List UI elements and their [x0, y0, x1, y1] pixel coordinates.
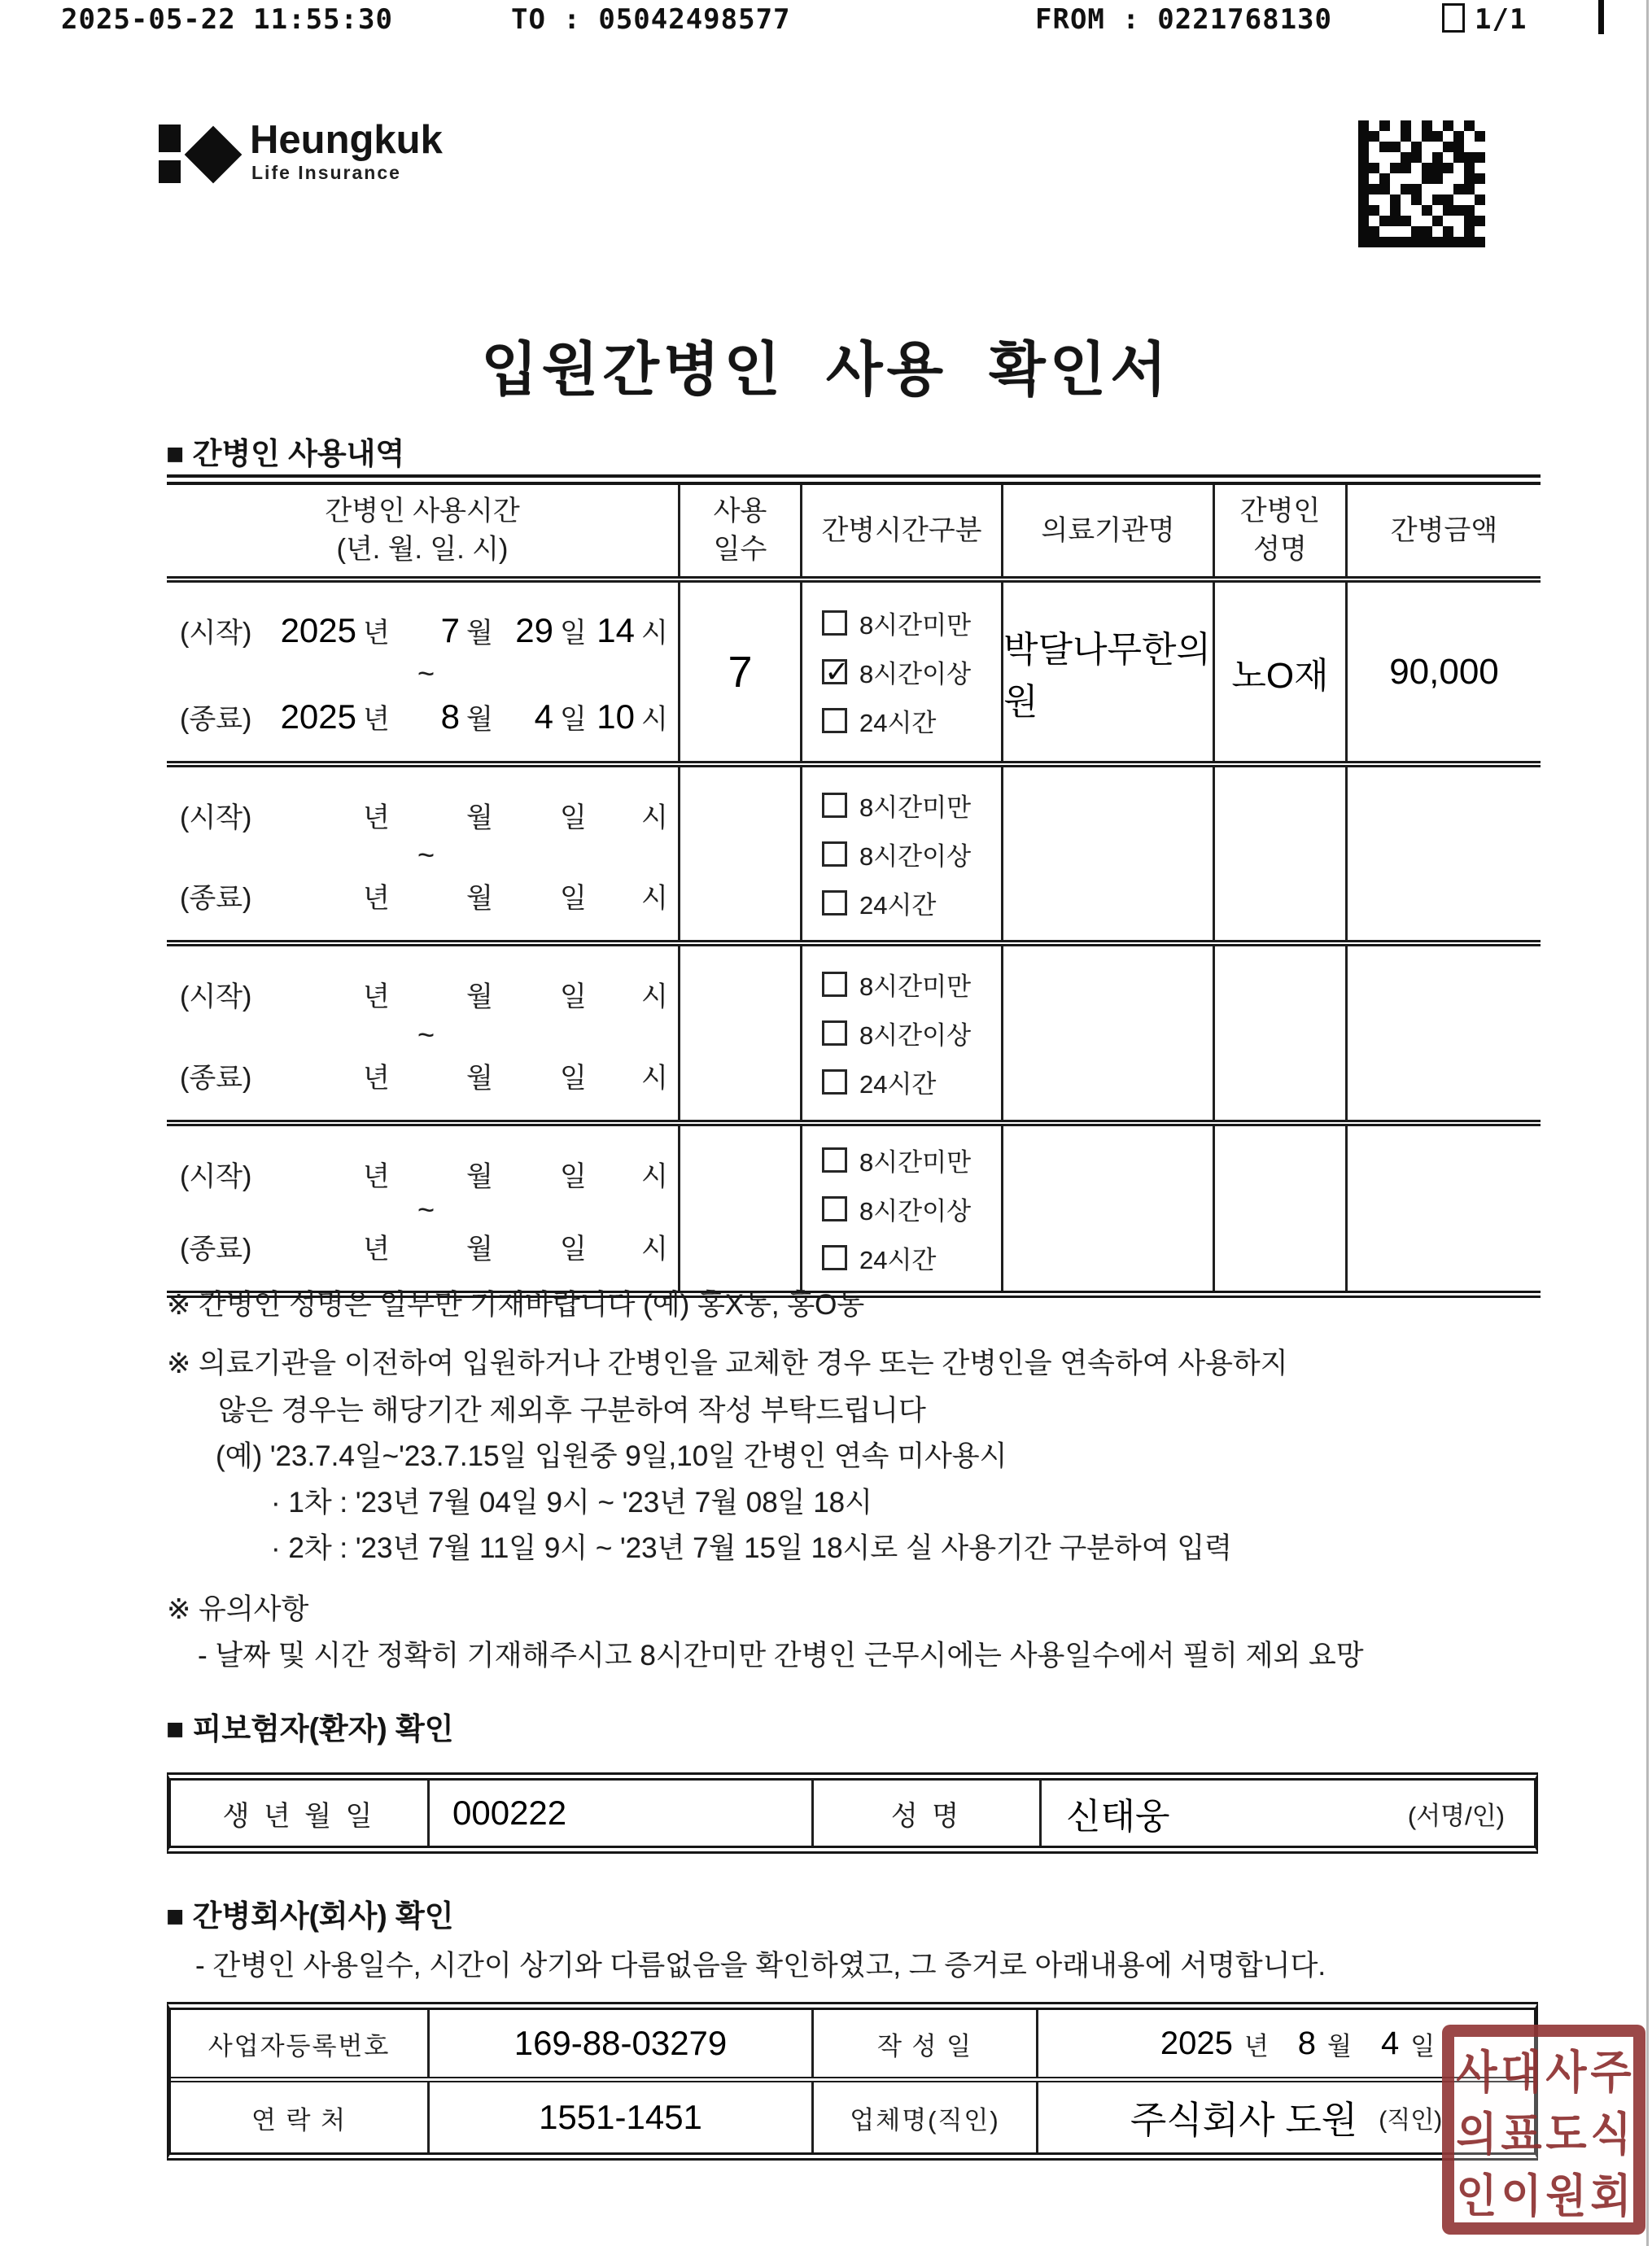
- note-line: - 날짜 및 시간 정확히 기재해주시고 8시간미만 간병인 근무시에는 사용일수에서 필히 제외 요망: [198, 1640, 1364, 1671]
- tilde-separator: ~: [417, 656, 435, 690]
- contact-label: 연 락 처: [171, 2082, 430, 2152]
- checkbox-over-8h: [822, 1196, 847, 1221]
- logo-subtitle: Life Insurance: [251, 162, 401, 183]
- logo-square-icon: [159, 160, 181, 183]
- usage-period-cell: (시작) 년 월 일 시 ~ (종료) 년 월 일 시: [167, 767, 680, 940]
- usage-period-cell: (시작) 년 월 일 시 ~ (종료) 년 월 일 시: [167, 946, 680, 1120]
- note-line: · 1차 : '23년 7월 04일 9시 ~ '23년 7월 08일 18시: [271, 1487, 872, 1518]
- fax-from-number: FROM : 0221768130: [1035, 3, 1332, 36]
- caregiver-name-value: [1215, 1126, 1348, 1291]
- caregiver-name-value: 노O재: [1215, 583, 1348, 761]
- usage-row-4: [167, 1126, 1541, 1291]
- care-amount-value: [1348, 1126, 1541, 1291]
- col-header-days: 사용 일수: [680, 485, 802, 576]
- checkbox-under-8h: [822, 610, 847, 636]
- caregiver-name-value: [1215, 767, 1348, 940]
- patient-confirm-table: [167, 1772, 1538, 1854]
- hospital-name-value: 박달나무한의원: [1003, 583, 1215, 761]
- red-seal-stamp: 사 대 사 주 의 표 도 식 인 이 원 회: [1442, 2025, 1645, 2235]
- caregiver-name-value: [1215, 946, 1348, 1120]
- checkbox-over-8h: [822, 841, 847, 867]
- time-division-checkboxes: 8시간미만 8시간이상 24시간: [802, 946, 1003, 1120]
- fax-to-number: TO : 05042498577: [511, 3, 791, 36]
- tilde-separator: ~: [417, 1017, 435, 1051]
- note-line: ※ 유의사항: [167, 1593, 309, 1625]
- usage-days-value: [680, 767, 802, 940]
- usage-days-value: 7: [680, 583, 802, 761]
- fax-datetime: 2025-05-22 11:55:30: [61, 3, 393, 36]
- company-name-value: 주식회사 도원: [1130, 2099, 1358, 2141]
- col-header-caregiver-name: 간병인 성명: [1215, 485, 1348, 576]
- usage-row-2: [167, 767, 1541, 946]
- birth-date-value: 000222: [430, 1781, 814, 1846]
- checkbox-under-8h: [822, 1147, 847, 1173]
- datamatrix-barcode: [1358, 120, 1485, 247]
- business-number-label: 사업자등록번호: [171, 2010, 430, 2077]
- usage-table-header-row: [167, 485, 1541, 583]
- time-division-checkboxes: 8시간미만 8시간이상 24시간: [802, 1126, 1003, 1291]
- col-header-amount: 간병금액: [1390, 514, 1498, 546]
- logo-square-icon: [159, 125, 181, 152]
- section-usage-heading: ■ 간병인 사용내역: [166, 437, 405, 470]
- tilde-separator: ~: [417, 838, 435, 872]
- note-line: · 2차 : '23년 7월 11일 9시 ~ '23년 7월 15일 18시로 실 사용기간 구분하여 입력: [271, 1532, 1232, 1564]
- birth-date-label: 생 년 월 일: [171, 1781, 430, 1846]
- note-line: 않은 경우는 해당기간 제외후 구분하여 작성 부탁드립니다: [218, 1395, 926, 1427]
- note-line: ※ 간병인 성명은 일부만 기재바랍니다 (예) 홍X동, 홍O동: [167, 1289, 865, 1321]
- checkbox-24h: [822, 1069, 847, 1095]
- col-header-time-division: 간병시간구분: [802, 485, 1003, 576]
- checkbox-24h: [822, 708, 847, 733]
- written-date-label: 작 성 일: [814, 2010, 1038, 2077]
- note-line: ※ 의료기관을 이전하여 입원하거나 간병인을 교체한 경우 또는 간병인을 연속하여 사용하지: [167, 1348, 1288, 1379]
- checkbox-24h: [822, 1245, 847, 1270]
- hospital-name-value: [1003, 1126, 1215, 1291]
- seal-note-label: (직인): [1379, 2107, 1443, 2134]
- business-number-value: 169-88-03279: [430, 2010, 814, 2077]
- usage-days-value: [680, 1126, 802, 1291]
- care-amount-value: [1348, 946, 1541, 1120]
- company-name-label: 업체명(직인): [814, 2082, 1038, 2152]
- patient-name-label: 성 명: [814, 1781, 1042, 1846]
- checkbox-24h: [822, 890, 847, 915]
- usage-period-cell: (시작) 년 월 일 시 ~ (종료) 년 월 일 시: [167, 1126, 680, 1291]
- note-line: (예) '23.7.4일~'23.7.15일 입원중 9일,10일 간병인 연속 미사용시: [216, 1440, 1007, 1472]
- col-header-usage-time: 간병인 사용시간 (년. 월. 일. 시): [167, 485, 680, 576]
- company-confirm-note: - 간병인 사용일수, 시간이 상기와 다름없음을 확인하였고, 그 증거로 아래내용에 서명합니다.: [195, 1950, 1326, 1982]
- care-amount-value: [1348, 767, 1541, 940]
- col-header-hospital: 의료기관명: [1003, 485, 1215, 576]
- contact-value: 1551-1451: [430, 2082, 814, 2152]
- patient-name-cell: [1042, 1781, 1534, 1846]
- usage-period-cell: (시작) 2025 년 7 월 29 일 14 시 ~ (종료) 2025 년 8 월 4 일 10 시: [167, 583, 680, 761]
- hospital-name-value: [1003, 767, 1215, 940]
- time-division-checkboxes: 8시간미만 ✓ 8시간이상 24시간: [802, 583, 1003, 761]
- checkbox-over-8h: [822, 1020, 847, 1046]
- company-table-row-1: [171, 2010, 1534, 2082]
- page-icon: [1442, 3, 1465, 33]
- company-table-row-2: [171, 2082, 1534, 2152]
- caregiver-usage-table: [167, 474, 1541, 1298]
- hospital-name-value: [1003, 946, 1215, 1120]
- document-title: 입원간병인 사용 확인서: [481, 338, 1171, 403]
- checkbox-under-8h: [822, 793, 847, 818]
- logo-wordmark: Heungkuk: [250, 118, 443, 162]
- written-date-cell: 2025 년 8 월 4 일: [1160, 2025, 1436, 2061]
- company-confirm-table: [167, 2002, 1538, 2161]
- section-patient-heading: ■ 피보험자(환자) 확인: [166, 1712, 454, 1746]
- section-company-heading: ■ 간병회사(회사) 확인: [166, 1899, 454, 1933]
- tilde-separator: ~: [417, 1193, 435, 1226]
- signature-label: (서명/인): [1407, 1801, 1505, 1830]
- checkmark: ✓: [824, 655, 850, 688]
- time-division-checkboxes: 8시간미만 8시간이상 24시간: [802, 767, 1003, 940]
- usage-days-value: [680, 946, 802, 1120]
- fax-page-count: 1/1: [1475, 3, 1527, 36]
- care-amount-value: 90,000: [1389, 651, 1499, 692]
- logo-diamond-icon: [185, 126, 243, 184]
- patient-name-value: 신태웅: [1066, 1797, 1170, 1837]
- usage-row-1: [167, 583, 1541, 767]
- checkbox-over-8h: [822, 655, 850, 688]
- checkbox-under-8h: [822, 972, 847, 997]
- fax-scan-artifact-line: [1598, 0, 1604, 34]
- usage-row-3: [167, 946, 1541, 1126]
